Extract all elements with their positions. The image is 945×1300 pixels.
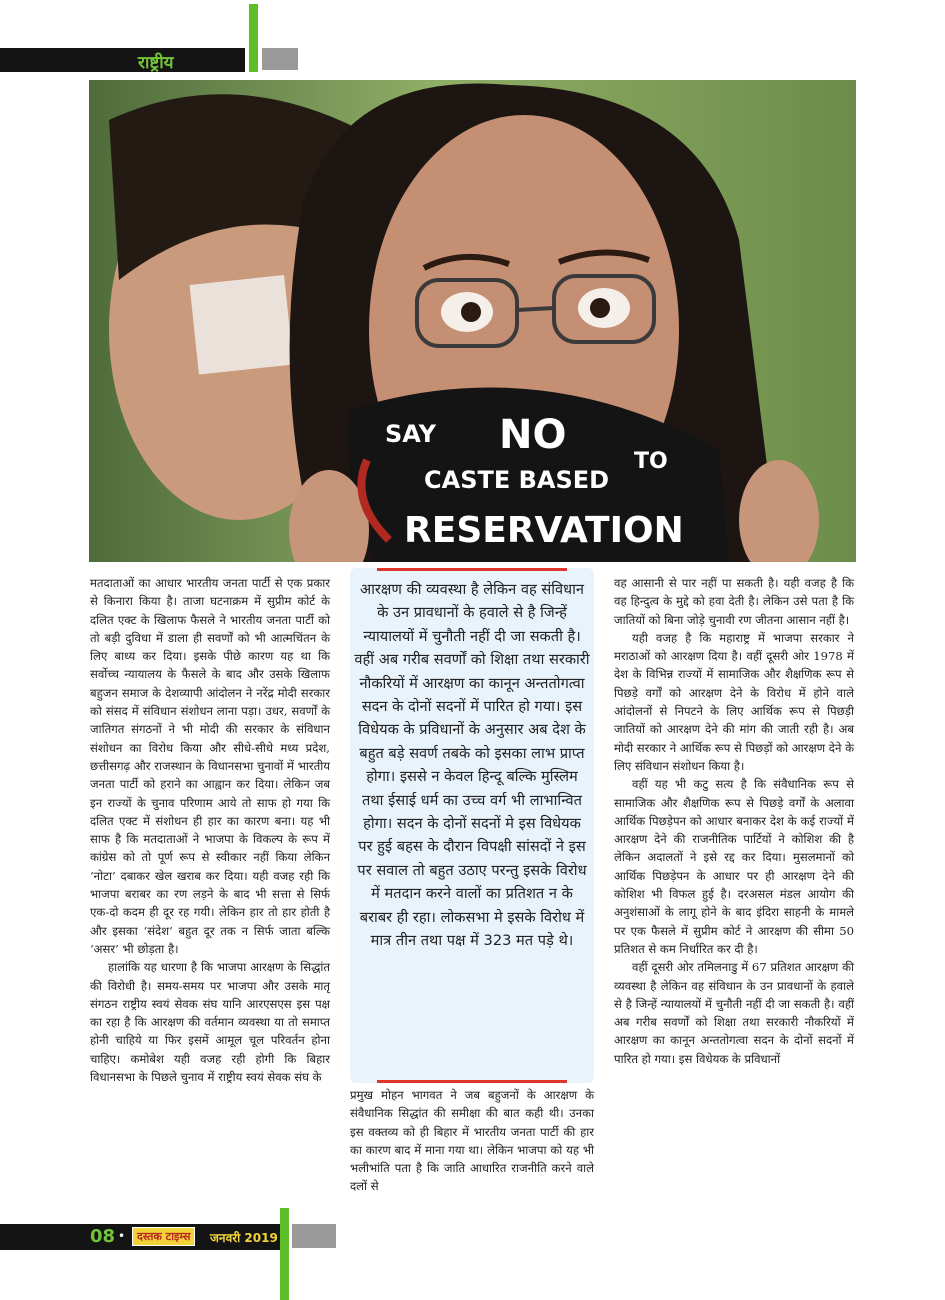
paragraph: यही वजह है कि महाराष्ट्र में भाजपा सरकार ने मराठाओं को आरक्षण दिया है। वहीं दूसरी ओर 1978 में देश के विभिन्न राज्यों में सामाजिक और शैक्षणिक रूप से पिछड़े वर्गों को आरक्षण देने के विरोध में होने वाले आंदोलनों से निपटने के लिए आर्थिक रूप से पिछड़ी जातियों को आरक्षण देने की मांग की जाती रही है। अब मोदी सरकार ने आर्थिक रूप से पिछड़ों को आरक्षण देने के लिए संविधान संशोधन किया है। [614, 630, 854, 773]
pull-quote-bottom-rule [377, 1080, 567, 1083]
sign-caste-based: CASTE BASED [424, 466, 610, 494]
paragraph: हालांकि यह धारणा है कि भाजपा आरक्षण के सिद्धांत की विरोधी है। समय-समय पर भाजपा और उसके मातृ संगठन राष्ट्रीय स्वयं सेवक संघ यानि आरएसएस इस पक्ष का रहा है कि आरक्षण की वर्तमान व्यवस्था या तो समाप्त होनी चाहिये या फिर इसमें आमूल चूल परिवर्तन होना चाहिए। कमोबेश यही वजह रही होगी कि बिहार विधानसभा के पिछले चुनाव में राष्ट्रीय स्वयं सेवक संघ के [90, 960, 330, 1085]
paragraph: प्रमुख मोहन भागवत ने जब बहुजनों के आरक्षण के संवैधानिक सिद्धांत की समीक्षा की बात कही थी। उनका इस वक्तव्य को ही बिहार में भारतीय जनता पार्टी की हार का कारण बाद में माना गया था। लेकिन भाजपा को यह भी भलीभांति पता है कि जाति आधारित राजनीति करने वाले दलों से [350, 1088, 594, 1194]
issue-date: जनवरी 2019 [210, 1231, 278, 1245]
pull-quote-top-rule [377, 568, 567, 571]
paragraph: वह आसानी से पार नहीं पा सकती है। यही वजह है कि वह हिन्दुत्व के मुद्दे को हवा देती है। लेकिन उसे पता है कि जातियों को बिना जोड़े चुनावी रण जीतना आसान नहीं है। [614, 576, 854, 627]
sign-to: TO [634, 449, 668, 474]
magazine-logo: दस्तक टाइम्स [132, 1227, 195, 1246]
lead-photo [89, 80, 856, 562]
header-accent-grey [262, 48, 298, 70]
header-accent-green [249, 4, 258, 72]
article-column-3 [614, 574, 854, 1068]
article-column-1 [90, 574, 330, 1086]
pull-quote-text: आरक्षण की व्यवस्था है लेकिन वह संविधान के उन प्रावधानों के हवाले से है जिन्हें न्यायालयों में चुनौती नहीं दी जा सकती है। वहीं अब गरीब सवर्णों को शिक्षा तथा सरकारी नौकरियों में आरक्षण का कानून अन्ततोगत्वा सदन के दोनों सदनों में पारित हो गया। इस विधेयक के प्रविधानों के अनुसार अब देश के बहुत बड़े सवर्ण तबके को इसका लाभ प्राप्त होगा। इससे न केवल हिन्दू बल्कि मुस्लिम तथा ईसाई धर्म का उच्च वर्ग भी लाभान्वित होगा। सदन के दोनों सदनों मे इस विधेयक पर हुई बहस के दौरान विपक्षी सांसदों ने इस पर सवाल तो बहुत उठाए परन्तु इसके विरोध में मतदान करने वालों का प्रतिशत न के बराबर ही रहा। लोकसभा मे इसके विरोध में मात्र तीन तथा पक्ष में 323 मत पड़े थे। [354, 581, 590, 950]
paragraph: वहीं दूसरी ओर तमिलनाडु में 67 प्रतिशत आरक्षण की व्यवस्था है लेकिन वह संविधान के उन प्रावधानों के हवाले से है जिन्हें न्यायालयों में चुनौती नहीं दी जा सकती है। वहीं अब गरीब सवर्णों को शिक्षा तथा सरकारी नौकरियों में आरक्षण का कानून अन्ततोगत्वा सदन के दोनों सदनों में पारित हो गया। इस विधेयक के प्रविधानों [614, 960, 854, 1066]
paragraph: वहीं यह भी कटु सत्य है कि संवैधानिक रूप से सामाजिक और शैक्षणिक रूप से पिछड़े वर्गों के अलावा आर्थिक पिछड़ेपन को आधार बनाकर देश के कई राज्यों में आरक्षण देने की राजनीतिक पार्टियों ने कोशिश की है लेकिन अदालतों ने इसे रद्द कर दिया। मुसलमानों को आर्थिक पिछड़ेपन के आधार पर ही आरक्षण देने की कोशिश भी विफल हुई है। दरअसल मंडल आयोग की अनुशंसाओं के लागू होने के बाद इंदिरा साहनी के मामले पर एक फैसले में सुप्रीम कोर्ट ने आरक्षण की सीमा 50 प्रतिशत से कम निर्धारित कर दी है। [614, 777, 854, 956]
sign-no: NO [499, 412, 567, 458]
header-bar [0, 48, 245, 72]
article-column-2 [350, 1086, 594, 1196]
footer-accent-grey [292, 1224, 336, 1248]
protest-photo-illustration [89, 80, 856, 562]
page-number: 08 [90, 1226, 116, 1247]
footer-bullet: • [118, 1229, 126, 1243]
sign-reservation: RESERVATION [404, 510, 684, 551]
section-label: राष्ट्रीय [138, 53, 174, 73]
footer-accent-green [280, 1208, 289, 1300]
sign-say: SAY [385, 420, 436, 448]
paragraph: मतदाताओं का आधार भारतीय जनता पार्टी से एक प्रकार से किनारा किया है। ताजा घटनाक्रम में सुप्रीम कोर्ट के दलित एक्ट के खिलाफ फैसले ने भारतीय जनता पार्टी को तो बड़ी दुविधा में डाला ही सवर्णों को भी आत्मचिंतन के लिए बाध्य कर दिया। इसके पीछे कारण यह था कि सर्वोच्च न्यायालय के फैसले के बाद और उसके खिलाफ बहुजन समाज के देशव्यापी आंदोलन ने नरेंद्र मोदी सरकार को संसद में संविधान संशोधन लाना पड़ा। उधर, सवर्णों के जातिगत संगठनों ने भी मोदी की सरकार के संविधान संशोधन का विरोध किया और सीधे-सीधे मध्य प्रदेश, छत्तीसगढ़ और राजस्थान के विधानसभा चुनावों में भारतीय जनता पार्टी को हराने का आह्वान कर दिया। लेकिन जब इन राज्यों के चुनाव परिणाम आये तो साफ हो गया कि दलित एक्ट में संशोधन ही हार का कारण बना। यह भी साफ है कि मतदाताओं ने भाजपा के विकल्प के रूप में कांग्रेस को तो पूर्ण रूप से स्वीकार नहीं किया लेकिन ‘नोटा’ दबाकर खेल खराब कर दिया। यही वजह रही कि भाजपा बराबर का रण लड़ने के बाद भी सत्ता से सिर्फ एक-दो कदम ही दूर रह गयी। लेकिन हार तो हार होती है और इसका ‘संदेश’ बहुत दूर तक न सिर्फ जाता बल्कि ‘असर’ भी छोड़ता है। [90, 576, 330, 956]
